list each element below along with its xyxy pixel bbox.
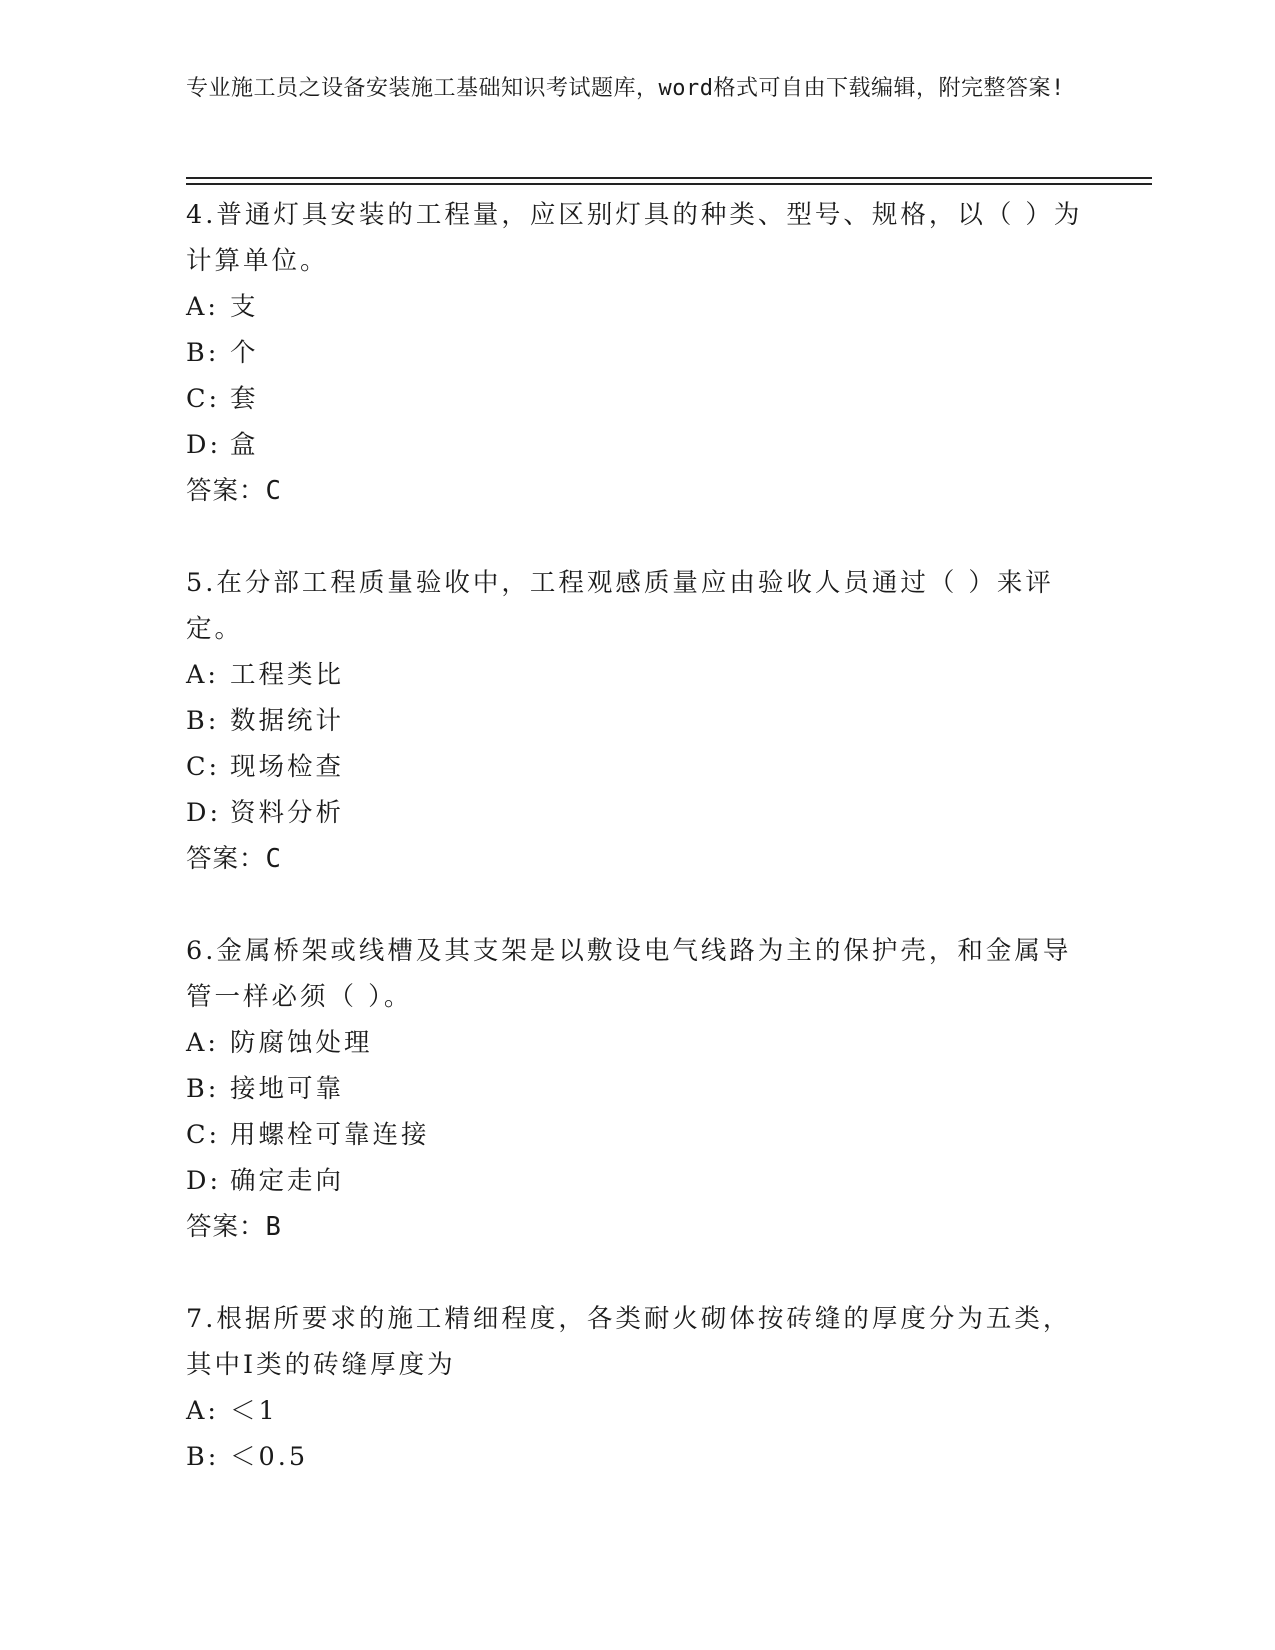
answer-line: 答案：B <box>186 1212 282 1242</box>
option-text: 支 <box>230 292 259 322</box>
option-letter: A: <box>186 660 220 690</box>
option-b <box>186 1066 1086 1112</box>
question-stem: 4.普通灯具安装的工程量，应区别灯具的种类、型号、规格，以（ ）为计算单位。 <box>186 200 1083 276</box>
answer-line: 答案：C <box>186 844 282 874</box>
question-list <box>186 192 1086 1480</box>
option-letter: C: <box>186 752 221 782</box>
header-divider-top <box>186 177 1152 179</box>
option-a <box>186 1388 1086 1434</box>
option-letter: D: <box>186 1166 222 1196</box>
document-header: 专业施工员之设备安装施工基础知识考试题库，word格式可自由下载编辑，附完整答案! <box>186 76 1065 101</box>
option-c <box>186 376 1086 422</box>
option-letter: B: <box>186 338 220 368</box>
option-text: 确定走向 <box>230 1166 345 1196</box>
option-b <box>186 1434 1086 1480</box>
option-a <box>186 284 1086 330</box>
option-letter: D: <box>186 798 222 828</box>
option-letter: B: <box>186 1442 220 1472</box>
question-stem: 6.金属桥架或线槽及其支架是以敷设电气线路为主的保护壳，和金属导管一样必须（ ）。 <box>186 936 1072 1012</box>
option-d <box>186 790 1086 836</box>
option-letter: D: <box>186 430 222 460</box>
option-letter: C: <box>186 1120 221 1150</box>
option-b <box>186 330 1086 376</box>
option-text: 套 <box>230 384 259 414</box>
option-text: 接地可靠 <box>230 1074 345 1104</box>
option-a <box>186 652 1086 698</box>
option-text: ＜1 <box>230 1396 278 1426</box>
question-stem: 5.在分部工程质量验收中，工程观感质量应由验收人员通过（ ）来评定。 <box>186 568 1054 644</box>
option-text: ＜0.5 <box>230 1442 309 1472</box>
option-text: 工程类比 <box>230 660 345 690</box>
option-letter: A: <box>186 1028 220 1058</box>
option-d <box>186 422 1086 468</box>
option-c <box>186 744 1086 790</box>
header-divider-bottom <box>186 183 1152 185</box>
question-5 <box>186 560 1086 882</box>
option-text: 防腐蚀处理 <box>230 1028 373 1058</box>
option-text: 现场检查 <box>230 752 345 782</box>
question-4 <box>186 192 1086 514</box>
option-text: 个 <box>230 338 259 368</box>
option-text: 资料分析 <box>230 798 345 828</box>
option-text: 盒 <box>230 430 259 460</box>
option-b <box>186 698 1086 744</box>
option-letter: C: <box>186 384 221 414</box>
option-letter: A: <box>186 1396 220 1426</box>
question-stem: 7.根据所要求的施工精细程度，各类耐火砌体按砖缝的厚度分为五类，其中Ⅰ类的砖缝厚度为 <box>186 1304 1072 1380</box>
answer-line: 答案：C <box>186 476 282 506</box>
option-text: 用螺栓可靠连接 <box>230 1120 430 1150</box>
option-c <box>186 1112 1086 1158</box>
option-letter: B: <box>186 1074 220 1104</box>
option-a <box>186 1020 1086 1066</box>
question-7 <box>186 1296 1086 1480</box>
question-6 <box>186 928 1086 1250</box>
option-d <box>186 1158 1086 1204</box>
option-letter: B: <box>186 706 220 736</box>
option-text: 数据统计 <box>230 706 345 736</box>
option-letter: A: <box>186 292 220 322</box>
